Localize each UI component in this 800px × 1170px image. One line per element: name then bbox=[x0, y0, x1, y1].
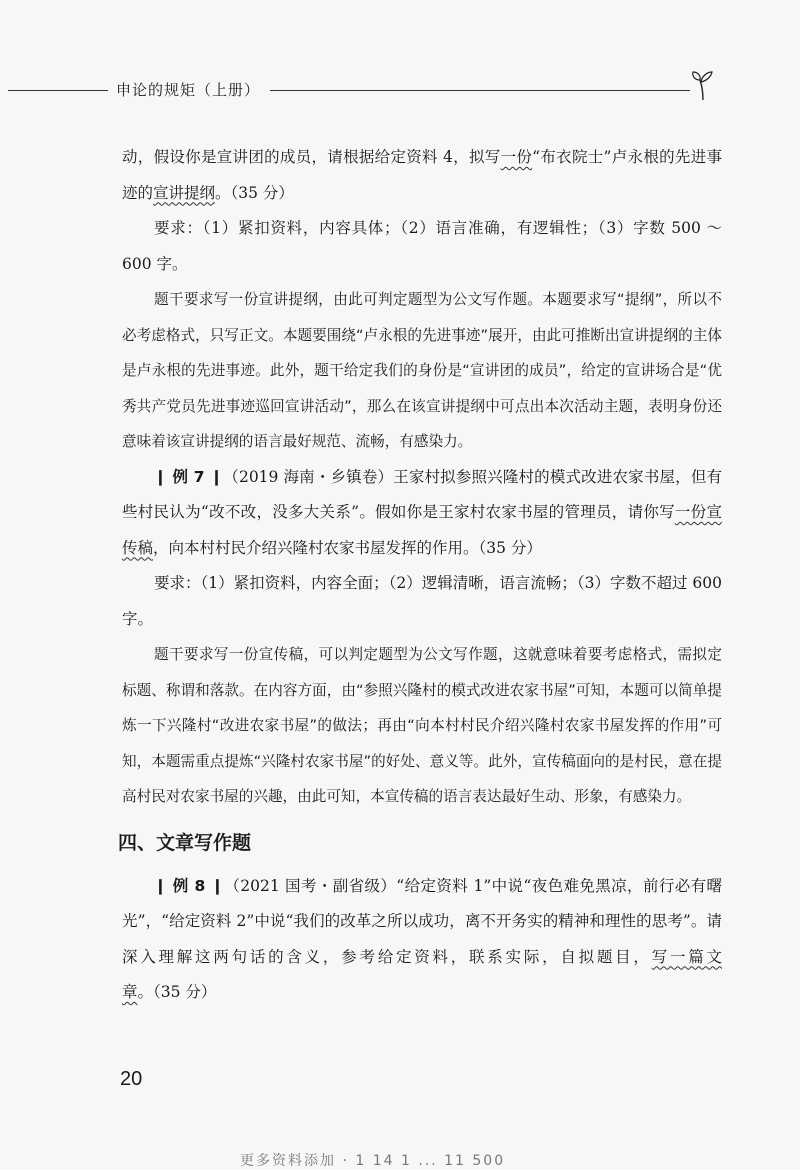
header-rule-right bbox=[270, 90, 690, 91]
example-8-marker: ❙ 例 8 ❙ bbox=[154, 876, 225, 895]
footer-bleed-text: 更多资料添加 · 1 14 1 ... 11 500 bbox=[240, 1153, 506, 1169]
emphasis-promo-draft: 一份宣传稿 bbox=[122, 503, 722, 557]
running-header bbox=[0, 70, 800, 110]
paragraph-requirements-7: 要求：（1）紧扣资料，内容全面；（2）逻辑清晰，语言流畅；（3）字数不超过 600 字。 bbox=[122, 574, 722, 628]
paragraph-analysis-7: 题干要求写一份宣传稿，可以判定题型为公文写作题，这就意味着要考虑格式，需拟定标题、称谓和落款。在内容方面，由“参照兴隆村的模式改进农家书屋”可知，本题可以简单提炼一下兴隆村“改进农家书屋”的做法；再由“向本村村民介绍兴隆村农家书屋发挥的作用”可知，本题需重点提炼“兴隆村农家书屋”的好处、意义等。此外，宣传稿面向的是村民，意在提高村民对农家书屋的兴趣，由此可知，本宣传稿的语言表达最好生动、形象，有感染力。 bbox=[122, 646, 722, 805]
paragraph-question-6-cont: 动，假设你是宣讲团的成员，请根据给定资料 4，拟写一份“布衣院士”卢永根的先进事迹的宣讲提纲。（35 分） bbox=[122, 148, 722, 202]
book-title: 申论的规矩（上册） bbox=[116, 81, 261, 99]
example-7-marker: ❙ 例 7 ❙ bbox=[154, 467, 224, 486]
paragraph-requirements-6: 要求：（1）紧扣资料，内容具体；（2）语言准确，有逻辑性；（3）字数 500 ～ 600 字。 bbox=[122, 219, 722, 273]
paragraph-example-7: ❙ 例 7 ❙（2019 海南・乡镇卷）王家村拟参照兴隆村的模式改进农家书屋，但有些村民认为“改不改，没多大关系”。假如你是王家村农家书屋的管理员，请你写一份宣传稿，向本村村民介绍兴隆村农家书屋发挥的作用。（35 分） bbox=[122, 467, 722, 557]
page-body bbox=[118, 140, 723, 1011]
sprout-icon bbox=[690, 68, 716, 102]
paragraph-analysis-6: 题干要求写一份宣讲提纲，由此可判定题型为公文写作题。本题要求写“提纲”，所以不必考虑格式，只写正文。本题要围绕“卢永根的先进事迹”展开，由此可推断出宣讲提纲的主体是卢永根的先进事迹。此外，题干给定我们的身份是“宣讲团的成员”，给定的宣讲场合是“优秀共产党员先进事迹巡回宣讲活动”，那么在该宣讲提纲中可点出本次活动主题，表明身份还意味着该宣讲提纲的语言最好规范、流畅，有感染力。 bbox=[122, 291, 722, 450]
emphasis-write-essay: 写一篇文章 bbox=[122, 947, 722, 1001]
header-rule-left bbox=[8, 90, 108, 91]
paragraph-example-8: ❙ 例 8 ❙（2021 国考・副省级）“给定资料 1”中说“夜色难免黑凉，前行必有曙光”，“给定资料 2”中说“我们的改革之所以成功，离不开务实的精神和理性的思考”。请深入理解这两句话的含义，参考给定资料，联系实际，自拟题目，写一篇文章。（35 分） bbox=[122, 876, 723, 1001]
page-number: 20 bbox=[120, 1068, 143, 1090]
section-heading: 四、文章写作题 bbox=[118, 831, 252, 854]
emphasis-outline: 宣讲提纲 bbox=[153, 183, 216, 202]
emphasis-one-copy: 一份 bbox=[500, 148, 533, 166]
